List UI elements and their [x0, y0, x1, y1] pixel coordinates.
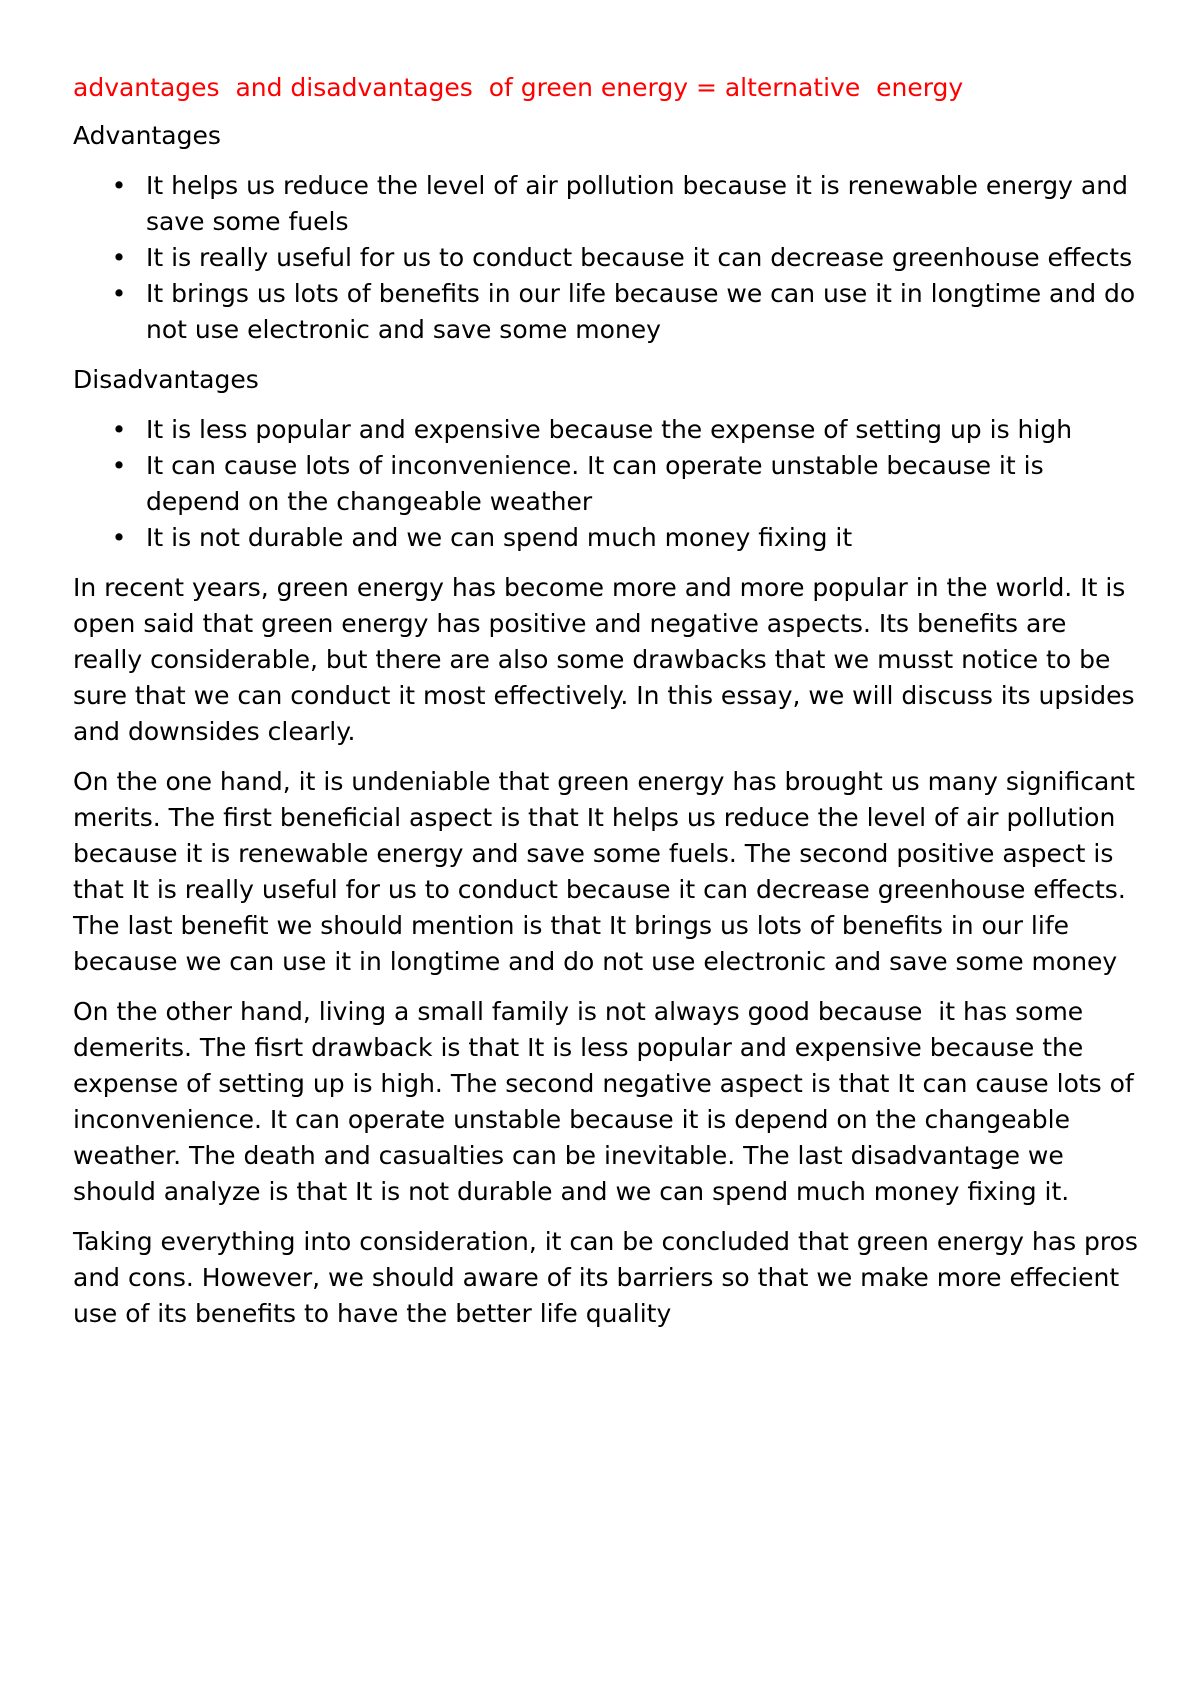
- list-item: [73, 240, 1143, 276]
- bullet-icon: •: [111, 415, 127, 444]
- introduction-paragraph: In recent years, green energy has become more and more popular in the world. It is open said that green energy has positive and negative aspects. Its benefits are really considerable, but there are also some drawbacks that we musst notice to be sure that we can conduct it most effectively. In this essay, we will discuss its upsides and downsides clearly.: [73, 573, 1143, 746]
- list-item: [73, 520, 1143, 556]
- bullet-icon: •: [111, 171, 127, 200]
- list-item-text: It can cause lots of inconvenience. It can operate unstable because it is depend on the changeable weather: [146, 451, 1044, 516]
- list-item: [73, 168, 1143, 240]
- advantages-paragraph: On the one hand, it is undeniable that green energy has brought us many significant merits. The first beneficial aspect is that It helps us reduce the level of air pollution because it is renewable energy and save some fuels. The second positive aspect is that It is really useful for us to conduct because it can decrease greenhouse effects. The last benefit we should mention is that It brings us lots of benefits in our life because we can use it in longtime and do not use electronic and save some money: [73, 767, 1143, 976]
- bullet-icon: •: [111, 243, 127, 272]
- list-item: [73, 412, 1143, 448]
- advantages-list: [73, 168, 1143, 348]
- list-item: [73, 448, 1143, 520]
- bullet-icon: •: [111, 279, 127, 308]
- list-item-text: It helps us reduce the level of air pollution because it is renewable energy and save some fuels: [146, 171, 1128, 236]
- advantages-heading: Advantages: [73, 121, 221, 150]
- bullet-icon: •: [111, 451, 127, 480]
- bullet-icon: •: [111, 523, 127, 552]
- list-item-text: It is less popular and expensive because the expense of setting up is high: [146, 415, 1073, 444]
- list-item-text: It is not durable and we can spend much money fixing it: [146, 523, 853, 552]
- document-title: advantages and disadvantages of green energy = alternative energy: [73, 73, 964, 102]
- disadvantages-paragraph: On the other hand, living a small family is not always good because it has some demerits. The fisrt drawback is that It is less popular and expensive because the expense of setting up is high. The second negative aspect is that It can cause lots of inconvenience. It can operate unstable because it is depend on the changeable weather. The death and casualties can be inevitable. The last disadvantage we should analyze is that It is not durable and we can spend much money fixing it.: [73, 997, 1142, 1206]
- list-item-text: It brings us lots of benefits in our life because we can use it in longtime and do not use electronic and save some money: [146, 279, 1136, 344]
- document-page: [73, 70, 1146, 1346]
- disadvantages-heading: Disadvantages: [73, 365, 259, 394]
- list-item: [73, 276, 1143, 348]
- disadvantages-list: [73, 412, 1143, 556]
- list-item-text: It is really useful for us to conduct because it can decrease greenhouse effects: [146, 243, 1133, 272]
- conclusion-paragraph: Taking everything into consideration, it can be concluded that green energy has pros and cons. However, we should aware of its barriers so that we make more effecient use of its benefits to have the better life quality: [73, 1227, 1146, 1328]
